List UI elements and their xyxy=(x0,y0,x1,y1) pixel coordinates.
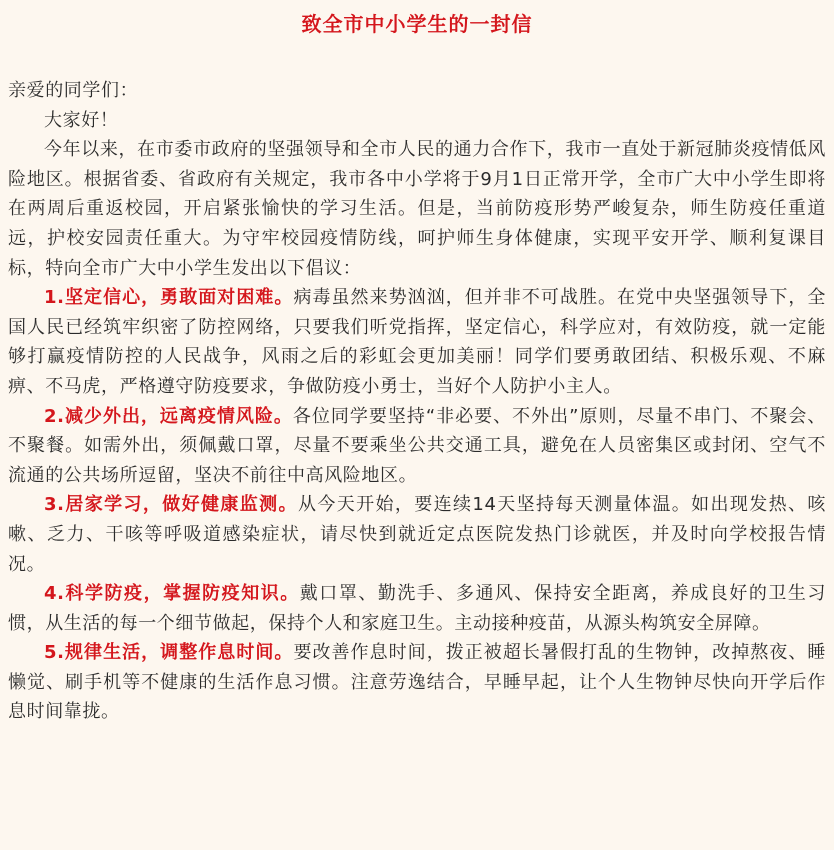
letter-title: 致全市中小学生的一封信 xyxy=(301,12,533,36)
proposal-item-1 xyxy=(8,283,826,401)
proposal-item-3 xyxy=(8,490,826,579)
proposal-heading-2: 2.减少外出，远离疫情风险。 xyxy=(44,405,293,427)
proposal-heading-1: 1.坚定信心，勇敢面对困难。 xyxy=(44,287,294,309)
proposal-item-2 xyxy=(8,402,826,491)
proposal-heading-3: 3.居家学习，做好健康监测。 xyxy=(44,494,298,516)
proposal-item-5 xyxy=(8,638,826,727)
greeting: 大家好！ xyxy=(44,109,119,131)
proposal-text-2: 各位同学要坚持“非必要、不外出”原则，尽量不串门、不聚会、不聚餐。如需外出，须佩戴口罩，尽量不要乘坐公共交通工具，避免在人员密集区或封闭、空气不流通的公共场所逗留，坚决不前往中高风险地区。 xyxy=(8,405,826,486)
proposal-heading-5: 5.规律生活，调整作息时间。 xyxy=(44,642,294,664)
proposal-text-3: 从今天开始，要连续14天坚持每天测量体温。如出现发热、咳嗽、乏力、干咳等呼吸道感染症状，请尽快到就近定点医院发热门诊就医，并及时向学校报告情况。 xyxy=(8,494,827,575)
proposal-text-5: 要改善作息时间，拨正被超长暑假打乱的生物钟，改掉熬夜、睡懒觉、刷手机等不健康的生活作息习惯。注意劳逸结合，早睡早起，让个人生物钟尽快向开学后作息时间靠拢。 xyxy=(8,642,827,723)
proposal-heading-4: 4.科学防疫，掌握防疫知识。 xyxy=(44,583,300,605)
proposal-item-4 xyxy=(8,579,826,638)
salutation: 亲爱的同学们： xyxy=(8,80,139,101)
proposal-text-4: 戴口罩、勤洗手、多通风、保持安全距离，养成良好的卫生习惯，从生活的每一个细节做起，保持个人和家庭卫生。主动接种疫苗，从源头构筑安全屏障。 xyxy=(8,583,826,634)
intro-paragraph: 今年以来，在市委市政府的坚强领导和全市人民的通力合作下，我市一直处于新冠肺炎疫情低风险地区。根据省委、省政府有关规定，我市各中小学将于9月1日正常开学，全市广大中小学生即将在两周后重返校园，开启紧张愉快的学习生活。但是，当前防疫形势严峻复杂，师生防疫任重道远，护校安园责任重大。为守牢校园疫情防线，呵护师生身体健康，实现平安开学、顺利复课目标，特向全市广大中小学生发出以下倡议： xyxy=(8,139,826,279)
proposal-text-1: 病毒虽然来势汹汹，但并非不可战胜。在党中央坚强领导下，全国人民已经筑牢织密了防控网络，只要我们听党指挥，坚定信心，科学应对，有效防疫，就一定能够打赢疫情防控的人民战争，风雨之后的彩虹会更加美丽！同学们要勇敢团结、积极乐观、不麻痹、不马虎，严格遵守防疫要求，争做防疫小勇士，当好个人防护小主人。 xyxy=(8,287,827,397)
letter-body xyxy=(8,76,826,727)
